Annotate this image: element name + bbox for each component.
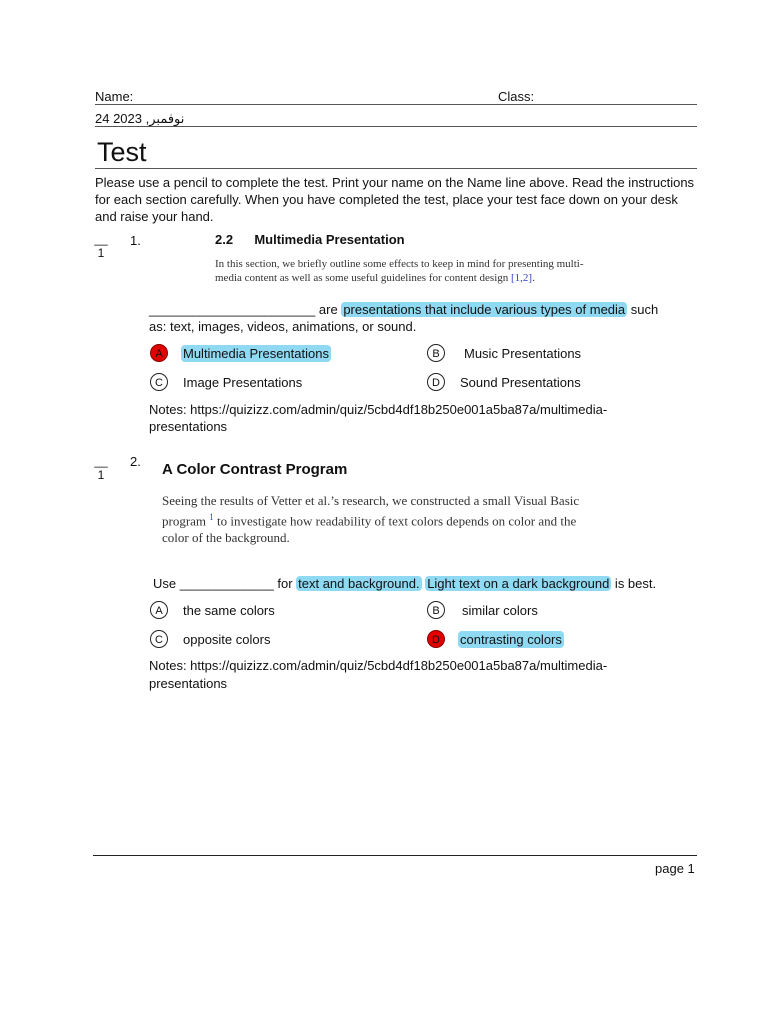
page-number: page 1	[655, 861, 695, 876]
option-b[interactable]	[427, 344, 667, 364]
figure-body-text: media content as well as some useful guidelines for content design	[215, 272, 509, 284]
prompt-blank: _______________________	[149, 302, 316, 317]
page-title: Test	[97, 137, 147, 167]
question-number: 2.	[130, 454, 141, 469]
date-line	[95, 126, 697, 127]
title-line	[95, 168, 697, 169]
option-b-marker[interactable]: B	[427, 601, 445, 619]
prompt-highlight: Light text on a dark background	[427, 576, 610, 591]
score-value: 1	[97, 468, 105, 482]
score-value: 1	[97, 246, 105, 260]
notes-line: presentations	[149, 419, 228, 434]
score-blank: __	[94, 232, 108, 246]
figure-end: .	[532, 272, 535, 284]
notes-line: presentations	[149, 676, 228, 691]
question-number: 1.	[130, 233, 141, 248]
footer-rule	[93, 855, 697, 856]
figure-body-line: color of the background.	[162, 530, 290, 546]
prompt-blank: _____________	[179, 576, 274, 591]
option-d-label: Sound Presentations	[460, 375, 581, 390]
option-a-marker[interactable]: A	[150, 601, 168, 619]
option-d[interactable]	[427, 630, 667, 650]
class-label: Class:	[498, 89, 535, 104]
figure-footnote: 1	[209, 512, 214, 522]
figure-title: A Color Contrast Program	[162, 461, 348, 478]
option-c[interactable]	[150, 630, 390, 650]
option-b-marker[interactable]: B	[427, 344, 445, 362]
prompt-text: is best.	[611, 576, 657, 591]
figure-body-line: Seeing the results of Vetter et al.’s research, we constructed a small Visual Basic	[162, 493, 580, 508]
option-c-marker[interactable]: C	[150, 373, 168, 391]
prompt-text: are	[315, 302, 342, 317]
figure-body-text: program	[162, 513, 207, 529]
notes-line: Notes: https://quizizz.com/admin/quiz/5cbd4df18b250e001a5ba87a/multimedia-	[149, 402, 608, 417]
prompt-highlight: presentations that include various types of media	[343, 302, 626, 317]
option-b-label: Music Presentations	[464, 346, 582, 361]
option-d-marker[interactable]: D	[427, 630, 445, 648]
name-label: Name:	[95, 89, 134, 104]
option-a[interactable]	[150, 344, 390, 364]
notes-line: Notes: https://quizizz.com/admin/quiz/5cbd4df18b250e001a5ba87a/multimedia-	[149, 658, 608, 673]
option-c[interactable]	[150, 373, 390, 393]
option-b-label: similar colors	[462, 603, 538, 618]
option-c-marker[interactable]: C	[150, 630, 168, 648]
option-a-label: the same colors	[183, 603, 275, 618]
option-a-marker[interactable]: A	[150, 344, 168, 362]
figure-image	[162, 461, 682, 551]
instructions: Please use a pencil to complete the test. Print your name on the Name line above. Read the instructions for each section carefully. When you have completed the test, place your test face down on your desk and raise your hand.	[95, 175, 695, 224]
figure-citation: [1,2]	[511, 272, 533, 284]
figure-image	[215, 232, 645, 290]
prompt-text: for	[273, 576, 297, 591]
date-text: 24 2023 ,نوفمبر	[95, 111, 185, 126]
option-c-label: Image Presentations	[183, 375, 303, 390]
figure-body-line	[215, 271, 645, 285]
figure-body-line: In this section, we briefly outline some effects to keep in mind for presenting multi-	[215, 258, 584, 270]
option-d[interactable]	[427, 373, 667, 393]
figure-section-number: 2.2	[215, 232, 234, 247]
question-prompt	[149, 301, 694, 318]
option-c-label: opposite colors	[183, 632, 271, 647]
figure-body-line	[162, 509, 682, 529]
prompt-text: such	[627, 302, 659, 317]
prompt-text: Use	[153, 576, 180, 591]
name-line	[95, 104, 697, 105]
figure-body-text: to investigate how readability of text colors depends on color and the	[217, 513, 577, 529]
figure-section-title: Multimedia Presentation	[254, 232, 405, 247]
option-a[interactable]	[150, 601, 390, 621]
question-prompt-line2: as: text, images, videos, animations, or sound.	[149, 319, 417, 334]
question-prompt	[153, 575, 656, 592]
option-a-label: Multimedia Presentations	[183, 346, 329, 361]
option-d-marker[interactable]: D	[427, 373, 445, 391]
prompt-highlight: text and background.	[298, 576, 420, 591]
option-d-label: contrasting colors	[460, 632, 562, 647]
score-blank: __	[94, 454, 108, 468]
option-b[interactable]	[427, 601, 667, 621]
